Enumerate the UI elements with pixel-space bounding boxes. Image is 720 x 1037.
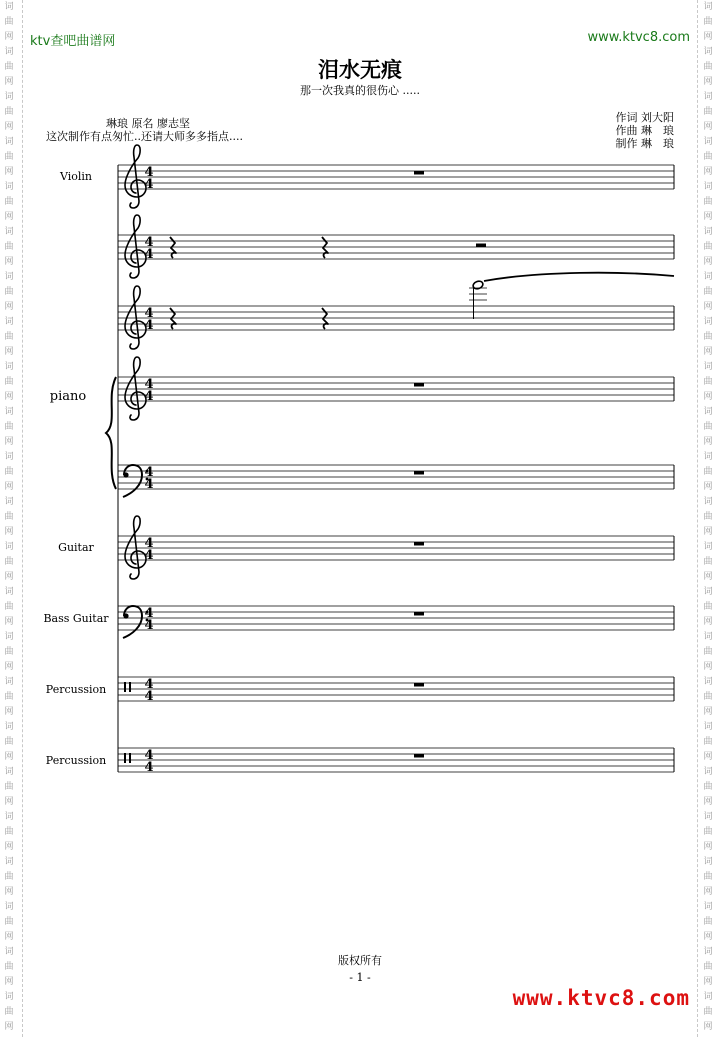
time-signature-denominator: 4	[144, 689, 154, 704]
percussion-clef	[124, 682, 131, 692]
percussion-clef	[124, 753, 131, 763]
instrument-label-violin: Violin	[59, 170, 92, 183]
treble-clef	[125, 357, 146, 420]
time-signature-denominator: 4	[144, 318, 154, 333]
site-name-left[interactable]: ktv查吧曲谱网	[30, 34, 116, 49]
score-title: 泪水无痕	[318, 58, 402, 82]
time-signature-numerator: 4	[144, 306, 154, 321]
quarter-rest	[170, 308, 176, 329]
credit-left-line-2: 这次制作有点匆忙..还请大师多多指点....	[46, 130, 243, 143]
treble-clef	[125, 286, 146, 349]
staves-group	[106, 145, 674, 775]
whole-rest	[414, 542, 424, 546]
time-signature-denominator: 4	[144, 247, 154, 262]
time-signature-denominator: 4	[144, 618, 154, 633]
instrument-label-percussion-2: Percussion	[45, 754, 107, 767]
treble-clef	[125, 516, 146, 579]
instrument-label-bass-guitar: Bass Guitar	[43, 612, 109, 625]
quarter-rest	[322, 308, 328, 329]
copyright-text: 版权所有	[338, 954, 382, 967]
quarter-rest	[322, 237, 328, 258]
whole-rest	[414, 612, 424, 616]
left-side-watermark: 词 曲 网 词 曲 网 词 曲 网 词 曲 网 词 曲 网 词 曲 网 词 曲 网 词 曲 网 词 曲 网 词 曲 网 词 曲 网 词 曲 网 词 曲 网 词 曲 网 词 曲 网 词 曲 网 词 曲 网 词 曲 网 词 曲 网 词 曲 网 词 曲 网 词 曲 网 词 曲 网	[4, 2, 14, 1032]
time-signature-numerator: 4	[144, 465, 154, 480]
credit-producer: 制作 琳 琅	[615, 137, 674, 150]
time-signature-numerator: 4	[144, 606, 154, 621]
treble-clef	[125, 145, 146, 208]
score-subtitle: 那一次我真的很伤心 .....	[300, 84, 420, 97]
time-signature-numerator: 4	[144, 536, 154, 551]
page-number: - 1 -	[349, 971, 371, 984]
instrument-label-percussion-1: Percussion	[45, 683, 107, 696]
whole-rest	[414, 383, 424, 387]
time-signature-numerator: 4	[144, 235, 154, 250]
treble-clef	[125, 215, 146, 278]
time-signature-denominator: 4	[144, 389, 154, 404]
site-url-right[interactable]: www.ktvc8.com	[587, 30, 690, 45]
time-signature-numerator: 4	[144, 677, 154, 692]
whole-rest	[414, 683, 424, 687]
site-logo[interactable]: www.ktvc8.com	[512, 986, 690, 1010]
credit-left-line-1: 琳琅 原名 廖志坚	[106, 117, 190, 130]
time-signature-numerator: 4	[144, 748, 154, 763]
quarter-rest	[170, 237, 176, 258]
time-signature-denominator: 4	[144, 477, 154, 492]
whole-rest	[414, 171, 424, 175]
whole-rest	[414, 754, 424, 758]
credit-composer: 作曲 琳 琅	[615, 124, 674, 137]
credit-lyricist: 作词 刘大阳	[615, 111, 674, 124]
instrument-label-piano: piano	[49, 389, 87, 404]
half-rest	[476, 244, 486, 248]
time-signature-numerator: 4	[144, 377, 154, 392]
right-side-watermark: 词 曲 网 词 曲 网 词 曲 网 词 曲 网 词 曲 网 词 曲 网 词 曲 网 词 曲 网 词 曲 网 词 曲 网 词 曲 网 词 曲 网 词 曲 网 词 曲 网 词 曲 网 词 曲 网 词 曲 网 词 曲 网 词 曲 网 词 曲 网 词 曲 网 词 曲 网 词 曲 网	[703, 2, 713, 1032]
piano-brace	[106, 377, 116, 489]
time-signature-denominator: 4	[144, 760, 154, 775]
time-signature-denominator: 4	[144, 548, 154, 563]
instrument-label-guitar: Guitar	[58, 541, 94, 554]
time-signature-denominator: 4	[144, 177, 154, 192]
time-signature-numerator: 4	[144, 165, 154, 180]
whole-rest	[414, 471, 424, 475]
tie	[484, 273, 674, 281]
